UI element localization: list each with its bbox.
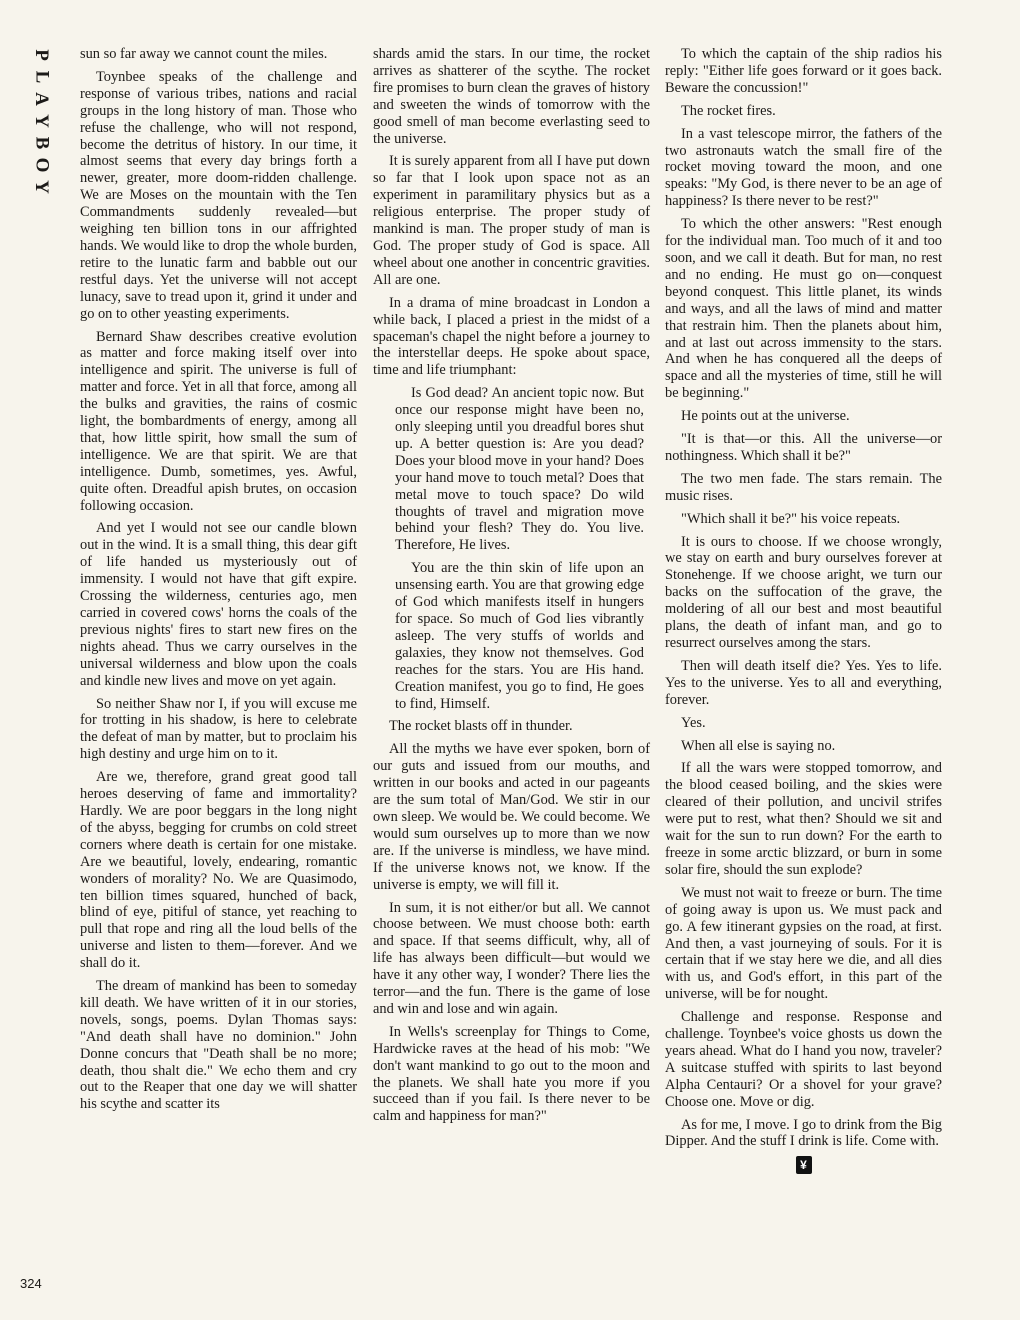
quoted-paragraph: You are the thin skin of life upon an unsensing earth. You are that growing edge of God which manifests itself in hungers for space. So much of God lies vibrantly asleep. The very stuffs of worlds and galaxies, they know not themselves. God reaches for the stars. You are His hand. Creation manifest, you go to find, He goes to find, Himself.: [395, 560, 644, 712]
paragraph: It is surely apparent from all I have put down so far that I look upon space not as an experiment in paramilitary physics but as a religious enterprise. The proper study of mankind is man. The proper study of man is God. The proper study of God is space. All wheel about one another in concentric gravities. All are one.: [373, 153, 650, 288]
paragraph: To which the other answers: "Rest enough for the individual man. Too much of it and too soon, and we call it death. But for man, no rest and no ending. He must go on—conquest beyond conquest. This little planet, its winds and ways, and all the laws of mind and matter that restrain him. Then the planets about him, and at last out across immensity to the stars. And when he has conquered all the deeps of space and all the mysteries of time, still he will be beginning.": [665, 216, 942, 402]
masthead-letter: L: [31, 70, 52, 84]
paragraph: We must not wait to freeze or burn. The time of going away is upon us. We must pack and go. A few itinerant gypsies on the road, at first. And then, a vast journeying of souls. For it is certain that if we stay here we die, and all dies with us, and God's effort, in this part of the universe, will be for nought.: [665, 884, 942, 1003]
paragraph: To which the captain of the ship radios his reply: "Either life goes forward or it goes back. Beware the concussion!": [665, 46, 942, 96]
paragraph: It is ours to choose. If we choose wrongly, we stay on earth and bury ourselves forever at Stonehenge. If we choose aright, we turn our backs on the suffocation of the grave, the moldering of all our best and most beautiful plans, the death of infant man, and go to resurrect ourselves among the stars.: [665, 533, 942, 651]
paragraph: The rocket blasts off in thunder.: [389, 718, 573, 735]
paragraph: All the myths we have ever spoken, born of our guts and issued from our mouths, and written in our books and acted in our pageants are the sum total of Man/God. We stir in our own sleep. We would be. We could become. We would sum ourselves up to more than we now are. If the universe is mindless, we have mind. If the universe knows not, we know. If the universe is empty, we will fill it.: [373, 741, 650, 893]
text-column-3: [665, 46, 942, 1174]
paragraph: The dream of mankind has been to someday kill death. We have written of it in our stories, novels, songs, poems. Dylan Thomas says: "And death shall have no dominion." John Donne concurs that "Death shall be no more; death, thou shalt die." We echo them and cry out to the Reaper that one day we will shatter his scythe and scatter its: [80, 978, 357, 1113]
paragraph: "Which shall it be?" his voice repeats.: [681, 510, 901, 527]
paragraph: Yes.: [681, 714, 706, 731]
paragraph: So neither Shaw nor I, if you will excuse me for trotting in his shadow, is here to celebrate the defeat of man by matter, but to proclaim his high destiny and urge him on to it.: [80, 695, 357, 763]
masthead-letter: Y: [30, 114, 52, 128]
text-column-1: [80, 46, 357, 1119]
masthead-letter: A: [30, 92, 52, 106]
paragraph: In a drama of mine broadcast in London a while back, I placed a priest in the midst of a spaceman's chapel the night before a journey to the interstellar deeps. He spoke about space, time and life triumphant:: [373, 294, 650, 379]
paragraph: The rocket fires.: [681, 102, 776, 119]
bunny-end-mark-icon: ¥: [796, 1156, 812, 1174]
paragraph: In a vast telescope mirror, the fathers of the two astronauts watch the small fire of the rocket moving toward the moon, and one speaks: "My God, is there never to be an age of happiness? Is there never to be rest?": [665, 125, 942, 210]
paragraph: Then will death itself die? Yes. Yes to life. Yes to the universe. Yes to all and everything, forever.: [665, 657, 942, 708]
paragraph: In sum, it is not either/or but all. We cannot choose between. We must choose both: earth and space. If that seems difficult, why, all of life has always been difficult—but would we have it any other way, I wonder? There lies the terror—and the fun. There is the game of lose and win and lose and win again.: [373, 899, 650, 1017]
paragraph: shards amid the stars. In our time, the rocket arrives as shatterer of the scythe. The rocket fire promises to burn clean the graves of history and sweeten the winds of tomorrow with the good smell of man become everlasting seed to the universe.: [373, 46, 650, 147]
paragraph: And yet I would not see our candle blown out in the wind. It is a small thing, this dear gift of life handed us mysteriously out of immensity. I would not have that gift expire. Crossing the wilderness, centuries ago, men carried in covered cows' horns the coals of the previous nights' fires to start new fires on the nights ahead. Thus we carry ourselves in the universal wilderness and blow upon the coals and kindle new lives and move on yet again.: [80, 520, 357, 689]
page-number: 324: [20, 1276, 42, 1291]
paragraph: Bernard Shaw describes creative evolution as matter and force making itself over into intelligence and spirit. The universe is full of matter and force. Yet in all that force, among all the bulks and gravities, the rains of cosmic light, the bombardments of energy, among all that, how little spirit, how small the sum of intelligence. We are that spirit. We are that intelligence. Dumb, sometimes, yes. Awful, quite often. Dreadful apish brutes, on occasion following occasion.: [80, 328, 357, 514]
paragraph: The two men fade. The stars remain. The music rises.: [665, 470, 942, 504]
paragraph: In Wells's screenplay for Things to Come, Hardwicke raves at the head of his mob: "We don't want mankind to go out to the moon and the planets. We shall hate you more if you succeed than if you fail. Is there never to be calm and happiness for man?": [373, 1023, 650, 1125]
paragraph: He points out at the universe.: [681, 408, 850, 425]
paragraph: "It is that—or this. All the universe—or nothingness. Which shall it be?": [665, 431, 942, 464]
paragraph: Are we, therefore, grand great good tall heroes deserving of fame and immortality? Hardly. We are poor beggars in the long night of the abyss, begging for crumbs on cold street corners where death is certain for one mistake. Are we beautiful, lovely, endearing, romantic wonders of morality? No. We are Quasimodo, ten billion times squared, hunched of back, blind of eye, pitiful of stance, yet reaching to pull that rope and ring all the loud bells of the universe and listen to them—forever. And we shall do it.: [80, 769, 357, 972]
paragraph: Toynbee speaks of the challenge and response of various tribes, nations and racial groups in the long history of man. Those who refuse the challenge, who will not respond, become the detritus of history. In our time, it almost seems that every day brings forth a newer, greater, more doom-ridden challenge. We are Moses on the mountain with the Ten Commandments suddenly revealed—but weighing ten billion tons in our affrighted hands. We would like to drop the whole burden, retire to the lunatic farm and babble out our restful days. Yet the universe will not accept lunacy, save to tread upon it, grind it under and go on to other yeasting experiments.: [80, 68, 357, 322]
masthead-letter: P: [30, 49, 52, 61]
paragraph: Challenge and response. Response and challenge. Toynbee's voice ghosts us down the years ahead. What do I hand you now, traveler? A suitcase stuffed with spirits to last beyond Alpha Centauri? Or a shovel for your grave? Choose one. Move or dig.: [665, 1009, 942, 1110]
end-mark-row: [665, 1156, 942, 1174]
masthead-letter: Y: [30, 180, 52, 194]
paragraph: As for me, I move. I go to drink from the Big Dipper. And the stuff I drink is life. Come with.: [665, 1116, 942, 1150]
masthead: [28, 44, 54, 198]
text-column-2: [373, 46, 650, 1131]
masthead-letter: B: [31, 136, 52, 150]
quoted-paragraph: Is God dead? An ancient topic now. But once our response might have been no, only sleeping until you dreadful bores shut up. A better question is: Are you dead? Does your blood move in your hand? Does your hand move to touch metal? Does that metal move to touch space? Do wild thoughts of travel and migration move behind your flesh? They do. You live. Therefore, He lives.: [395, 385, 644, 554]
paragraph: sun so far away we cannot count the miles.: [80, 46, 328, 62]
masthead-letter: O: [31, 157, 52, 173]
paragraph: When all else is saying no.: [681, 737, 836, 754]
paragraph: If all the wars were stopped tomorrow, and the blood ceased boiling, and the skies were cleared of their pollution, and uncivil strifes were put to rest, what then? Should we sit and wait for the sun to run down? For the earth to freeze in some arctic blizzard, or burn in some solar fire, should the sun explode?: [665, 760, 942, 878]
